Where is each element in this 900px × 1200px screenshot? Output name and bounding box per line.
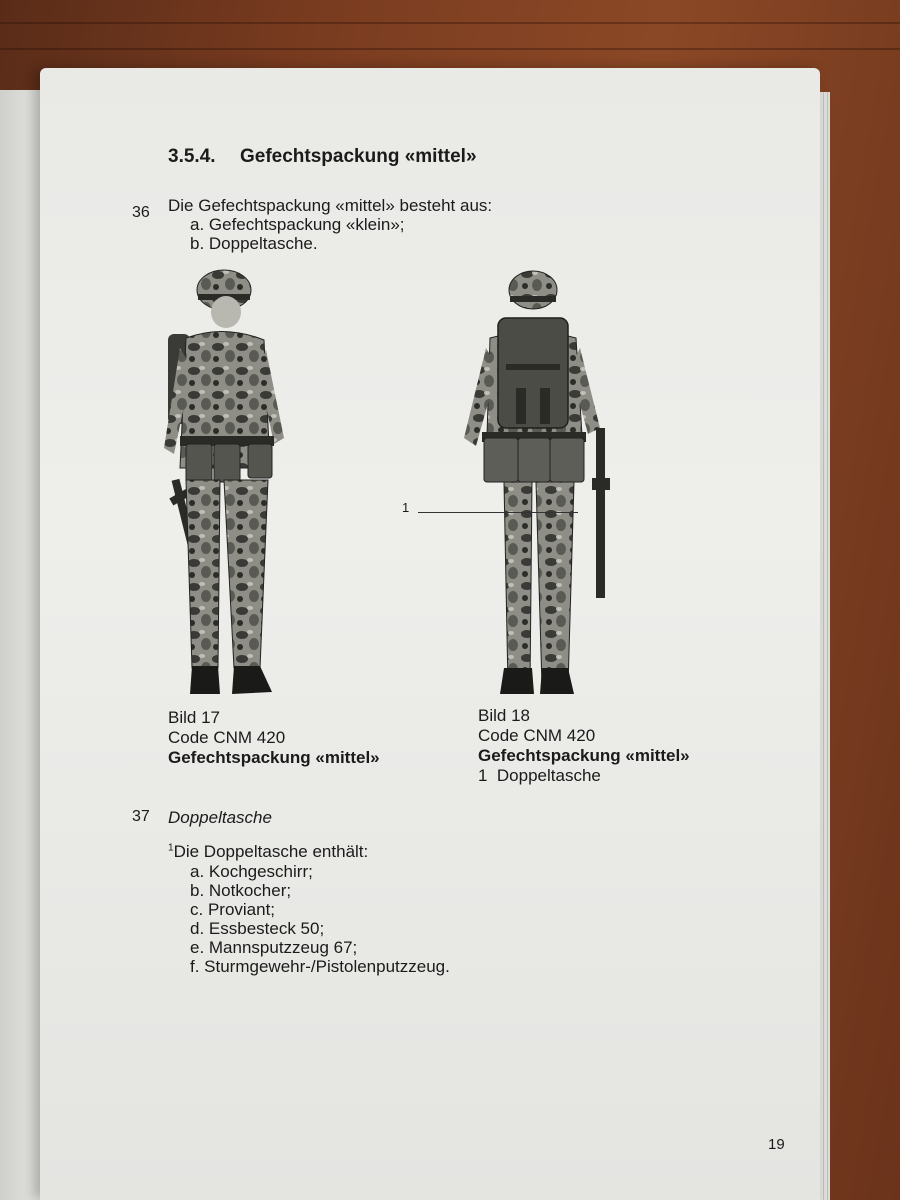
- figure-17-caption: Gefechtspackung «mittel»: [168, 748, 380, 767]
- list-item: b. Doppeltasche.: [190, 234, 318, 253]
- list-item: a. Kochgeschirr;: [190, 862, 313, 881]
- paragraph-number-36: 36: [132, 204, 150, 221]
- figure-18-label: Bild 18: [478, 706, 530, 725]
- figure-17-code: Code CNM 420: [168, 728, 286, 747]
- paragraph-number-37: 37: [132, 808, 150, 825]
- figure-18-code: Code CNM 420: [478, 726, 596, 745]
- paragraph-37-heading: Doppeltasche: [168, 808, 272, 827]
- figure-17-label: Bild 17: [168, 708, 220, 727]
- page-number: 19: [768, 1136, 785, 1153]
- soldier-back-figure: [448, 268, 628, 698]
- footnote-marker: 1: [168, 842, 174, 854]
- section-title: Gefechtspackung «mittel»: [240, 146, 477, 167]
- section-number: 3.5.4.: [168, 146, 216, 167]
- pointer-line: [418, 512, 578, 513]
- figure-18-caption: Gefechtspackung «mittel»: [478, 746, 690, 765]
- paragraph-37-intro-text: Die Doppeltasche enthält:: [173, 842, 369, 861]
- list-item: c. Proviant;: [190, 900, 276, 919]
- pointer-label: 1: [402, 500, 410, 515]
- paragraph-37-intro: [168, 842, 368, 862]
- soldier-front-figure: [140, 268, 300, 698]
- table-grain: [0, 48, 900, 50]
- section-heading: [168, 146, 477, 168]
- figure-18-legend: 1 Doppeltasche: [478, 766, 601, 785]
- list-item: e. Mannsputzzeug 67;: [190, 938, 358, 957]
- book-page: [40, 68, 820, 1200]
- list-item: f. Sturmgewehr-/Pistolenputzzeug.: [190, 957, 450, 976]
- list-item: a. Gefechtspackung «klein»;: [190, 215, 405, 234]
- paragraph-36-intro: Die Gefechtspackung «mittel» besteht aus:: [168, 196, 493, 215]
- table-grain: [0, 22, 900, 24]
- list-item: b. Notkocher;: [190, 881, 292, 900]
- list-item: d. Essbesteck 50;: [190, 919, 325, 938]
